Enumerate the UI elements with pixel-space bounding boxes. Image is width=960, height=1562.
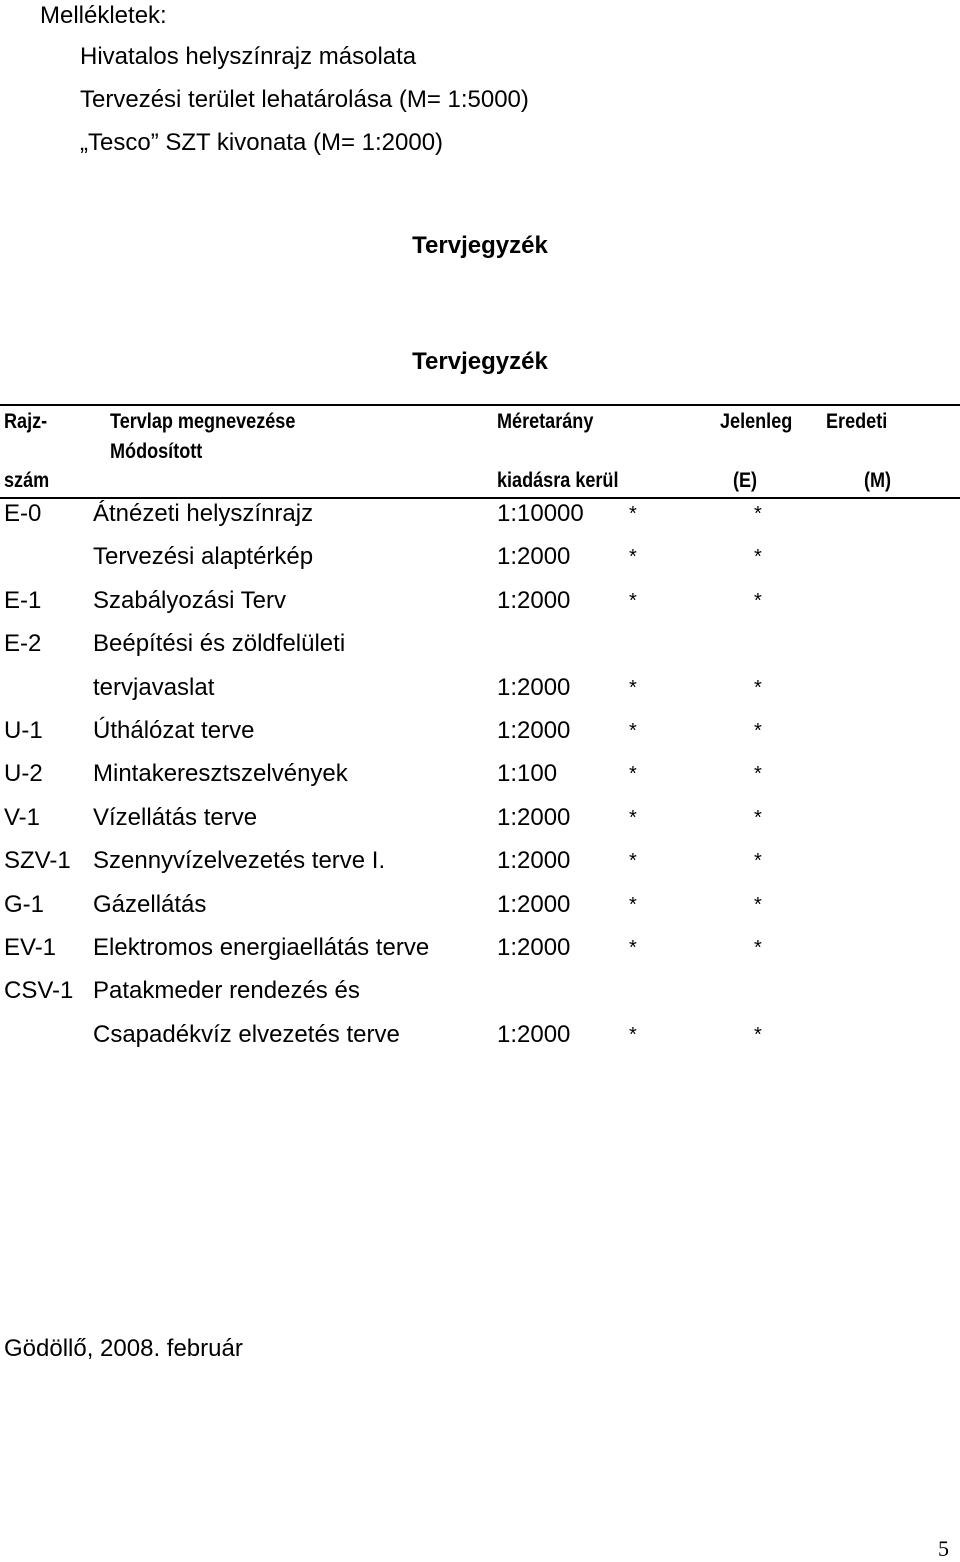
row-scale: 1:2000 [497, 717, 571, 744]
header-col3-line2: kiadásra kerül [497, 469, 619, 492]
attachment-item: Tervezési terület lehatárolása (M= 1:5000) [80, 86, 529, 113]
row-name: Úthálózat terve [93, 717, 255, 744]
row-current-mark: * [629, 720, 637, 742]
row-name: Szabályozási Terv [93, 587, 286, 614]
row-current-mark: * [629, 850, 637, 872]
row-original-mark: * [754, 720, 762, 742]
row-name: Mintakeresztszelvények [93, 760, 348, 787]
row-code: U-1 [4, 717, 43, 744]
page-number: 5 [938, 1536, 949, 1561]
place-date: Gödöllő, 2008. február [4, 1335, 243, 1362]
row-current-mark: * [629, 677, 637, 699]
page-title: Tervjegyzék [412, 232, 548, 259]
table-title: Tervjegyzék [412, 348, 548, 375]
header-col1-line1: Rajz- [4, 410, 48, 433]
row-scale: 1:2000 [497, 891, 571, 918]
table-top-rule [0, 404, 960, 406]
header-col4-line2: (E) [733, 469, 758, 492]
row-code: E-1 [4, 587, 42, 614]
row-current-mark: * [629, 937, 637, 959]
row-name: Csapadékvíz elvezetés terve [93, 1021, 400, 1048]
row-code: U-2 [4, 760, 43, 787]
row-current-mark: * [629, 763, 637, 785]
row-original-mark: * [754, 807, 762, 829]
row-code: E-2 [4, 630, 42, 657]
row-original-mark: * [754, 590, 762, 612]
row-original-mark: * [754, 546, 762, 568]
row-scale: 1:2000 [497, 587, 571, 614]
row-code: SZV-1 [4, 847, 71, 874]
row-scale: 1:10000 [497, 500, 584, 527]
row-original-mark: * [754, 937, 762, 959]
row-current-mark: * [629, 1024, 637, 1046]
row-current-mark: * [629, 590, 637, 612]
row-name: Átnézeti helyszínrajz [93, 500, 314, 527]
row-name: Vízellátás terve [93, 804, 258, 831]
attachment-item: „Tesco” SZT kivonata (M= 1:2000) [80, 129, 444, 156]
row-name: Beépítési és zöldfelületi [93, 630, 346, 657]
header-col2-line2: Módosított [110, 440, 203, 463]
row-code: E-0 [4, 500, 42, 527]
row-scale: 1:100 [497, 760, 558, 787]
attachment-item: Hivatalos helyszínrajz másolata [80, 43, 417, 70]
row-scale: 1:2000 [497, 847, 571, 874]
row-code: G-1 [4, 891, 45, 918]
header-col4-line1: Jelenleg [720, 410, 793, 433]
row-original-mark: * [754, 894, 762, 916]
table-header-rule [0, 497, 960, 499]
header-col5-line2: (M) [864, 469, 892, 492]
row-name: tervjavaslat [93, 674, 215, 701]
row-name: Tervezési alaptérkép [93, 543, 314, 570]
row-name: Elektromos energiaellátás terve [93, 934, 430, 961]
row-code: EV-1 [4, 934, 57, 961]
row-current-mark: * [629, 546, 637, 568]
row-original-mark: * [754, 1024, 762, 1046]
row-original-mark: * [754, 763, 762, 785]
row-current-mark: * [629, 807, 637, 829]
header-col5-line1: Eredeti [826, 410, 888, 433]
row-original-mark: * [754, 850, 762, 872]
row-scale: 1:2000 [497, 674, 571, 701]
row-original-mark: * [754, 677, 762, 699]
row-current-mark: * [629, 503, 637, 525]
row-current-mark: * [629, 894, 637, 916]
header-col3-line1: Méretarány [497, 410, 594, 433]
row-original-mark: * [754, 503, 762, 525]
attachments-heading: Mellékletek: [40, 2, 167, 29]
row-scale: 1:2000 [497, 1021, 571, 1048]
row-scale: 1:2000 [497, 543, 571, 570]
row-scale: 1:2000 [497, 804, 571, 831]
header-col1-line2: szám [4, 469, 50, 492]
row-name: Szennyvízelvezetés terve I. [93, 847, 386, 874]
row-code: V-1 [4, 804, 41, 831]
row-name: Gázellátás [93, 891, 207, 918]
header-col2-line1: Tervlap megnevezése [110, 410, 296, 433]
row-name: Patakmeder rendezés és [93, 977, 360, 1004]
row-code: CSV-1 [4, 977, 74, 1004]
row-scale: 1:2000 [497, 934, 571, 961]
